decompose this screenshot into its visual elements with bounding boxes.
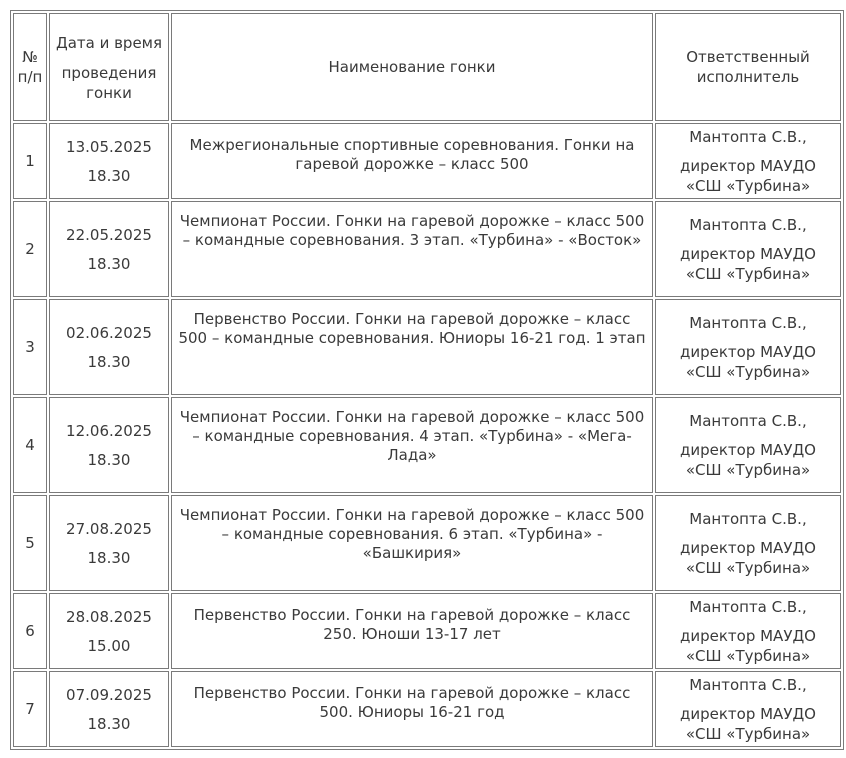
row-time: 18.30	[87, 450, 131, 469]
header-date-line2: проведения гонки	[61, 64, 157, 102]
row-responsible	[655, 671, 841, 747]
row-responsible	[655, 397, 841, 493]
row-time: 18.30	[87, 254, 131, 273]
responsible-org: «СШ «Турбина»	[685, 724, 811, 743]
row-race-name: Чемпионат России. Гонки на гаревой дорожке – класс 500 – командные соревнования. 6 этап. «Турбина» - «Башкирия»	[171, 495, 653, 591]
responsible-name: Мантопта С.В.,	[689, 313, 807, 332]
responsible-name: Мантопта С.В.,	[689, 675, 807, 694]
row-date: 27.08.2025	[66, 519, 152, 538]
row-responsible	[655, 495, 841, 591]
row-time: 15.00	[87, 636, 131, 655]
row-responsible	[655, 593, 841, 669]
row-date-time	[49, 123, 169, 199]
responsible-name: Мантопта С.В.,	[689, 215, 807, 234]
row-time: 18.30	[87, 548, 131, 567]
responsible-name: Мантопта С.В.,	[689, 509, 807, 528]
header-date	[49, 13, 169, 121]
row-race-name: Первенство России. Гонки на гаревой дорожке – класс 500. Юниоры 16-21 год	[171, 671, 653, 747]
row-date: 02.06.2025	[66, 323, 152, 342]
row-race-name: Чемпионат России. Гонки на гаревой дорожке – класс 500 – командные соревнования. 4 этап. «Турбина» - «Мега-Лада»	[171, 397, 653, 493]
row-number: 2	[13, 201, 47, 297]
row-date: 13.05.2025	[66, 137, 152, 156]
header-responsible: Ответственный исполнитель	[655, 13, 841, 121]
row-race-name: Чемпионат России. Гонки на гаревой дорожке – класс 500 – командные соревнования. 3 этап. «Турбина» - «Восток»	[171, 201, 653, 297]
table-row	[13, 671, 841, 747]
row-number: 4	[13, 397, 47, 493]
row-date-time	[49, 495, 169, 591]
row-time: 18.30	[87, 166, 131, 185]
row-responsible	[655, 201, 841, 297]
responsible-title: директор МАУДО	[679, 342, 816, 361]
row-time: 18.30	[87, 352, 131, 371]
row-responsible	[655, 123, 841, 199]
row-date: 28.08.2025	[66, 607, 152, 626]
row-date: 12.06.2025	[66, 421, 152, 440]
row-number: 3	[13, 299, 47, 395]
row-date-time	[49, 671, 169, 747]
responsible-name: Мантопта С.В.,	[689, 597, 807, 616]
row-race-name: Межрегиональные спортивные соревнования. Гонки на гаревой дорожке – класс 500	[171, 123, 653, 199]
table-row	[13, 495, 841, 591]
responsible-name: Мантопта С.В.,	[689, 411, 807, 430]
responsible-title: директор МАУДО	[679, 704, 816, 723]
table-row	[13, 201, 841, 297]
responsible-name: Мантопта С.В.,	[689, 127, 807, 146]
responsible-title: директор МАУДО	[679, 156, 816, 175]
table-row	[13, 397, 841, 493]
responsible-org: «СШ «Турбина»	[685, 646, 811, 665]
responsible-org: «СШ «Турбина»	[685, 264, 811, 283]
row-date: 07.09.2025	[66, 685, 152, 704]
table-row	[13, 299, 841, 395]
table-row	[13, 593, 841, 669]
row-number: 6	[13, 593, 47, 669]
row-date-time	[49, 201, 169, 297]
responsible-title: директор МАУДО	[679, 538, 816, 557]
header-date-line1: Дата и время	[55, 34, 163, 52]
table-row	[13, 123, 841, 199]
table-header-row	[13, 13, 841, 121]
row-number: 1	[13, 123, 47, 199]
responsible-title: директор МАУДО	[679, 440, 816, 459]
responsible-org: «СШ «Турбина»	[685, 362, 811, 381]
responsible-title: директор МАУДО	[679, 626, 816, 645]
row-date: 22.05.2025	[66, 225, 152, 244]
row-date-time	[49, 397, 169, 493]
row-date-time	[49, 299, 169, 395]
responsible-org: «СШ «Турбина»	[685, 460, 811, 479]
responsible-title: директор МАУДО	[679, 244, 816, 263]
row-race-name: Первенство России. Гонки на гаревой дорожке – класс 250. Юноши 13-17 лет	[171, 593, 653, 669]
row-date-time	[49, 593, 169, 669]
row-number: 5	[13, 495, 47, 591]
row-race-name: Первенство России. Гонки на гаревой дорожке – класс 500 – командные соревнования. Юниоры 16-21 год. 1 этап	[171, 299, 653, 395]
header-number: № п/п	[13, 13, 47, 121]
row-responsible	[655, 299, 841, 395]
responsible-org: «СШ «Турбина»	[685, 558, 811, 577]
row-number: 7	[13, 671, 47, 747]
header-race-name: Наименование гонки	[171, 13, 653, 121]
race-schedule-table	[10, 10, 844, 750]
responsible-org: «СШ «Турбина»	[685, 176, 811, 195]
row-time: 18.30	[87, 714, 131, 733]
